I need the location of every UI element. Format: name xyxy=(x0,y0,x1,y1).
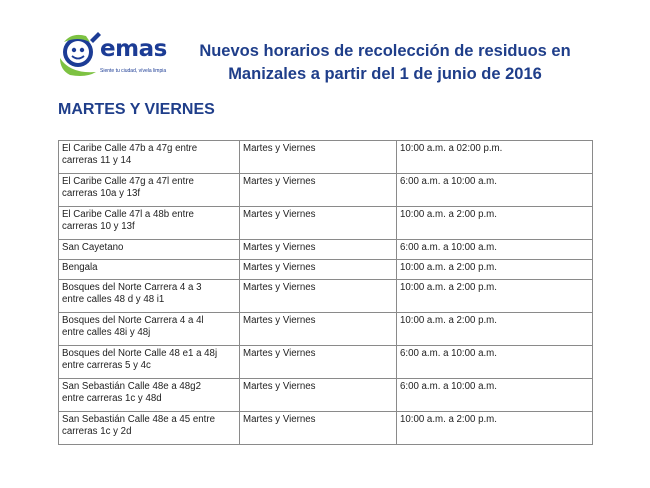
time-cell: 10:00 a.m. a 2:00 p.m. xyxy=(397,280,593,313)
time-cell: 10:00 a.m. a 2:00 p.m. xyxy=(397,207,593,240)
sector-cell xyxy=(59,379,240,412)
time-cell: 6:00 a.m. a 10:00 a.m. xyxy=(397,379,593,412)
sector-cell xyxy=(59,174,240,207)
days-cell: Martes y Viernes xyxy=(240,379,397,412)
sector-line-1: San Sebastián Calle 48e a 48g2 xyxy=(62,381,201,392)
table-row xyxy=(59,313,593,346)
sector-line-2: carreras 10 y 13f xyxy=(62,221,135,232)
sector-cell xyxy=(59,141,240,174)
sector-line-2: carreras 1c y 2d xyxy=(62,426,132,437)
sector-line-2: entre calles 48 d y 48 i1 xyxy=(62,294,165,305)
time-cell: 6:00 a.m. a 10:00 a.m. xyxy=(397,346,593,379)
sector-line-2: entre carreras 1c y 48d xyxy=(62,393,162,404)
sector-line-2: entre calles 48i y 48j xyxy=(62,327,151,338)
sector-line-2: carreras 10a y 13f xyxy=(62,188,141,199)
time-cell: 6:00 a.m. a 10:00 a.m. xyxy=(397,174,593,207)
sector-cell xyxy=(59,313,240,346)
table-row xyxy=(59,260,593,280)
sector-cell: Bengala xyxy=(59,260,240,280)
sector-line-1: Bosques del Norte Calle 48 e1 a 48j xyxy=(62,348,218,359)
sector-line-1: El Caribe Calle 47g a 47l entre xyxy=(62,176,194,187)
days-cell: Martes y Viernes xyxy=(240,174,397,207)
table-row xyxy=(59,412,593,445)
time-cell: 10:00 a.m. a 2:00 p.m. xyxy=(397,412,593,445)
sector-line-1: Bosques del Norte Carrera 4 a 3 xyxy=(62,282,202,293)
days-cell: Martes y Viernes xyxy=(240,412,397,445)
time-cell: 10:00 a.m. a 02:00 p.m. xyxy=(397,141,593,174)
logo-brand-text: emas xyxy=(100,36,167,62)
sector-line-1: San Sebastián Calle 48e a 45 entre xyxy=(62,414,215,425)
table-row xyxy=(59,346,593,379)
logo-tagline: Siente tu ciudad, vívela limpia xyxy=(100,68,167,74)
time-cell: 10:00 a.m. a 2:00 p.m. xyxy=(397,260,593,280)
sector-line-2: entre carreras 5 y 4c xyxy=(62,360,151,371)
table-row xyxy=(59,240,593,260)
sector-line-2: carreras 11 y 14 xyxy=(62,155,132,166)
title-line-2: Manizales a partir del 1 de junio de 2016 xyxy=(228,65,542,83)
days-cell: Martes y Viernes xyxy=(240,240,397,260)
days-cell: Martes y Viernes xyxy=(240,207,397,240)
days-cell: Martes y Viernes xyxy=(240,280,397,313)
sector-cell xyxy=(59,412,240,445)
sector-cell: San Cayetano xyxy=(59,240,240,260)
days-cell: Martes y Viernes xyxy=(240,260,397,280)
sector-cell xyxy=(59,207,240,240)
time-cell: 10:00 a.m. a 2:00 p.m. xyxy=(397,313,593,346)
table-row xyxy=(59,141,593,174)
days-cell: Martes y Viernes xyxy=(240,141,397,174)
sector-line-1: Bosques del Norte Carrera 4 a 4l xyxy=(62,315,204,326)
sector-line-1: El Caribe Calle 47b a 47g entre xyxy=(62,143,198,154)
days-cell: Martes y Viernes xyxy=(240,346,397,379)
title-line-1: Nuevos horarios de recolección de residuos en xyxy=(199,42,571,60)
section-heading: MARTES Y VIERNES xyxy=(58,101,215,118)
mascot-icon xyxy=(56,28,106,80)
sector-cell xyxy=(59,346,240,379)
table-row xyxy=(59,174,593,207)
table-row xyxy=(59,280,593,313)
table-row xyxy=(59,207,593,240)
page-title xyxy=(190,40,580,86)
emas-logo xyxy=(56,28,174,80)
sector-line-1: El Caribe Calle 47l a 48b entre xyxy=(62,209,194,220)
days-cell: Martes y Viernes xyxy=(240,313,397,346)
table-row xyxy=(59,379,593,412)
sector-cell xyxy=(59,280,240,313)
time-cell: 6:00 a.m. a 10:00 a.m. xyxy=(397,240,593,260)
schedule-table xyxy=(58,140,593,445)
